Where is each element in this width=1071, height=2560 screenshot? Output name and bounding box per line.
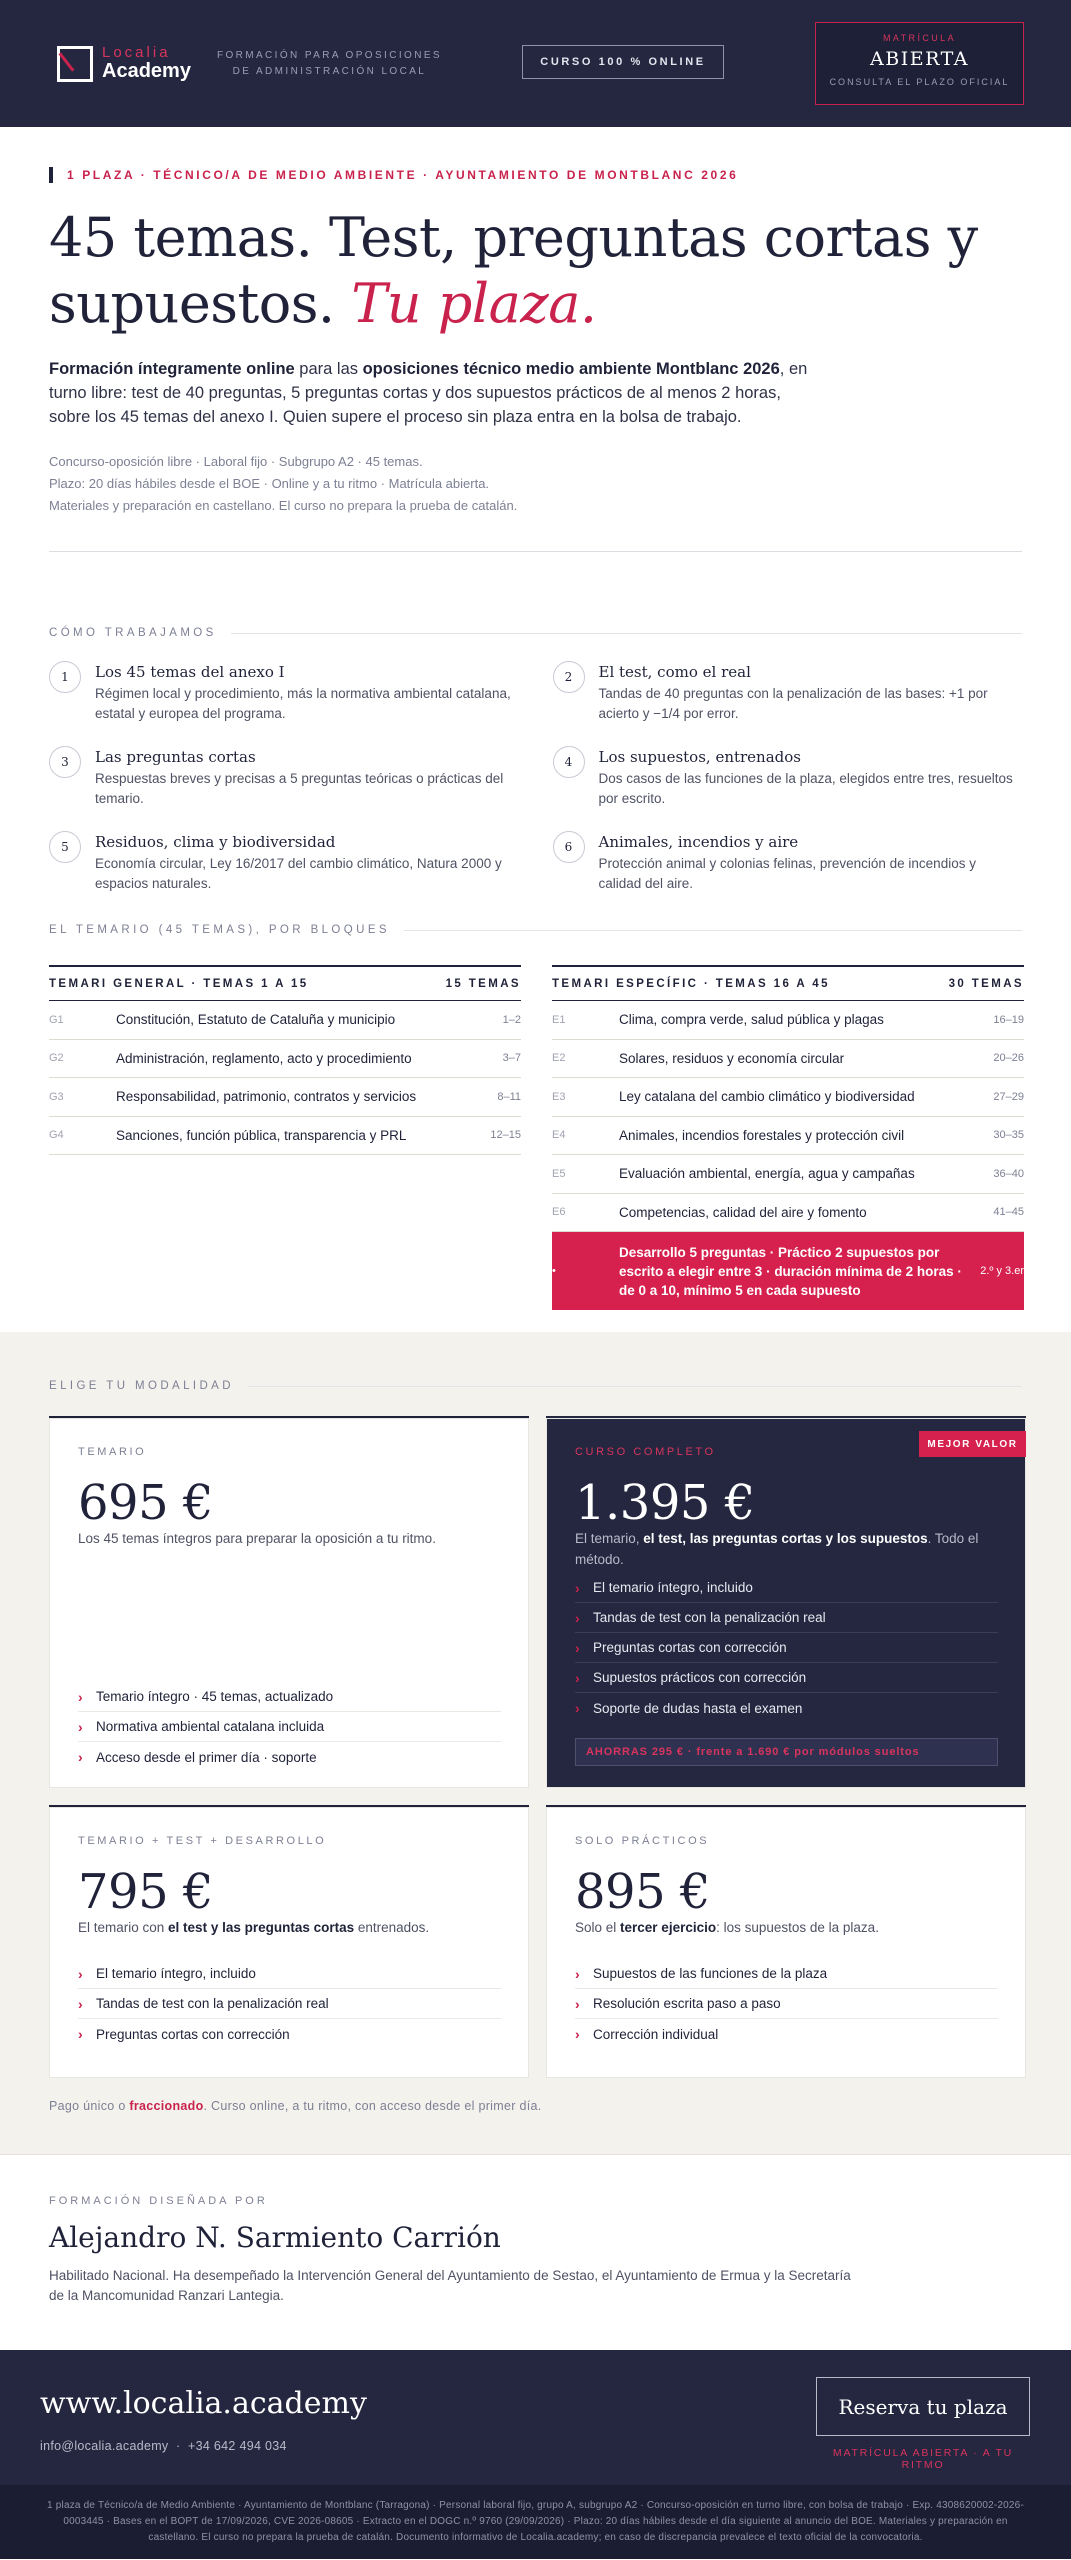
desc-text: . Todo el método.: [575, 1531, 979, 1567]
chevron-right-icon: ›: [78, 2026, 83, 2042]
pricing-card-practicos[interactable]: [546, 1805, 1026, 2078]
how-label: [49, 627, 1022, 639]
row-title: Administración, reglamento, acto y procedimiento: [116, 1050, 412, 1066]
lead-text-1: para las: [294, 360, 363, 378]
table-row: [49, 1078, 521, 1117]
hero-meta: [49, 451, 1022, 517]
chevron-right-icon: ›: [78, 1688, 83, 1705]
feature-item: [78, 1959, 501, 1989]
step-number: 3: [49, 746, 81, 778]
row-range: 16–19: [993, 1013, 1024, 1026]
card-label: TEMARIO + TEST + DESARROLLO: [78, 1835, 327, 1847]
card-price: 695 €: [78, 1475, 213, 1531]
author-name: Alejandro N. Sarmiento Carrión: [49, 2221, 501, 2254]
chevron-right-icon: ›: [78, 1995, 83, 2012]
row-code: G3: [49, 1090, 64, 1103]
pricing-card-completo[interactable]: [546, 1416, 1026, 1788]
meta-line-2: Plazo: 20 días hábiles desde el BOE · Online y a tu ritmo · Matrícula abierta.: [49, 476, 490, 491]
row-title: Desarrollo 5 preguntas · Práctico 2 supuestos por escrito a elegir entre 3 · duración mínima de 2 horas · de 0 a 10, mínimo 5 en cada supuesto: [619, 1244, 962, 1298]
feature-text: Acceso desde el primer día · soporte: [96, 1749, 317, 1765]
logo-top-text: Localia: [102, 44, 171, 62]
row-code: E4: [552, 1129, 566, 1142]
temario-general-table: [49, 965, 521, 1310]
chevron-right-icon: ›: [575, 2026, 580, 2042]
feature-item: [78, 1712, 501, 1742]
desc-text: El temario con: [78, 1920, 169, 1935]
row-title: Clima, compra verde, salud pública y plagas: [619, 1012, 884, 1028]
card-price: 895 €: [575, 1864, 710, 1920]
step-title: Las preguntas cortas: [95, 748, 256, 766]
card-features: [78, 1682, 501, 1772]
step-item: [553, 748, 1023, 809]
card-description: [78, 1917, 501, 1938]
temario-section: [0, 894, 1071, 1310]
row-code: G4: [49, 1129, 64, 1142]
author-label: FORMACIÓN DISEÑADA POR: [49, 2195, 268, 2207]
step-title: Los supuestos, entrenados: [598, 748, 801, 766]
feature-text: Preguntas cortas con corrección: [96, 2026, 290, 2042]
feature-text: Soporte de dudas hasta el examen: [593, 1700, 803, 1716]
desc-text: Solo el: [575, 1920, 621, 1935]
row-code: G2: [49, 1052, 64, 1065]
step-item: [553, 663, 1023, 724]
reserve-button[interactable]: Reserva tu plaza: [816, 2377, 1030, 2436]
modalidad-label: [49, 1380, 1022, 1392]
row-title: Responsabilidad, patrimonio, contratos y servicios: [116, 1089, 417, 1105]
card-label: CURSO COMPLETO: [575, 1446, 716, 1458]
step-number: 4: [553, 746, 585, 778]
table-header: [552, 965, 1024, 1001]
header-tagline: [217, 48, 442, 80]
table-row: [49, 1117, 521, 1156]
feature-text: El temario íntegro, incluido: [96, 1966, 256, 1981]
logo-bottom-text: Academy: [102, 59, 191, 82]
feature-text: Corrección individual: [593, 2026, 719, 2042]
matricula-box: [815, 22, 1024, 105]
row-code: E6: [552, 1206, 566, 1219]
feature-item: [575, 2019, 998, 2049]
feature-item: [575, 1573, 998, 1603]
feature-text: Tandas de test con la penalización real: [96, 1996, 329, 2011]
step-number: 1: [49, 661, 81, 693]
steps-grid: [49, 663, 1022, 894]
how-label-text: CÓMO TRABAJAMOS: [49, 627, 217, 639]
card-description: Los 45 temas íntegros para preparar la oposición a tu ritmo.: [78, 1531, 436, 1546]
matricula-note: CONSULTA EL PLAZO OFICIAL: [829, 77, 1010, 87]
desc-bold: tercer ejercicio: [620, 1920, 717, 1935]
row-title: Ley catalana del cambio climático y biodiversidad: [619, 1089, 915, 1105]
row-range: 1–2: [502, 1013, 521, 1026]
chevron-right-icon: ›: [78, 1749, 83, 1765]
chevron-right-icon: ›: [575, 1639, 580, 1656]
table-row: [552, 1040, 1024, 1079]
feature-text: Tandas de test con la penalización real: [593, 1610, 826, 1625]
tagline-line-2: DE ADMINISTRACIÓN LOCAL: [232, 65, 427, 77]
label-line: [404, 930, 1022, 931]
step-text: Dos casos de las funciones de la plaza, elegidos entre tres, resueltos por escrito.: [598, 771, 1013, 806]
author-section: [0, 2154, 1071, 2350]
matricula-label: MATRÍCULA: [883, 33, 956, 43]
title-line-2: supuestos.: [49, 272, 335, 335]
hero-lead: [49, 357, 809, 429]
row-code: •: [552, 1265, 556, 1277]
desc-bold: el test y las preguntas cortas: [168, 1920, 355, 1935]
row-range: 12–15: [490, 1129, 521, 1142]
pricing-card-temario-test[interactable]: [49, 1805, 529, 2078]
step-number: 5: [49, 831, 81, 863]
step-text: Protección animal y colonias felinas, prevención de incendios y calidad del aire.: [598, 856, 976, 891]
author-bio: Habilitado Nacional. Ha desempeñado la Intervención General del Ayuntamiento de Sestao, el Ayuntamiento de Ermua y la Secretaría de la Mancomunidad Ranzari Lantegia.: [49, 2268, 851, 2303]
brand-logo[interactable]: [57, 45, 191, 82]
footer-contact: info@localia.academy · +34 642 494 034: [40, 2439, 287, 2453]
matricula-status: ABIERTA: [870, 48, 969, 70]
row-code: G1: [49, 1013, 64, 1026]
temario-especifico-table: [552, 965, 1024, 1310]
row-range: 36–40: [993, 1167, 1024, 1180]
card-label: TEMARIO: [78, 1446, 147, 1458]
chevron-right-icon: ›: [575, 1995, 580, 2012]
table-row: [552, 1001, 1024, 1040]
feature-text: El temario íntegro, incluido: [593, 1580, 753, 1595]
feature-item: [575, 1603, 998, 1633]
row-title: Evaluación ambiental, energía, agua y campañas: [619, 1166, 915, 1182]
feature-item: [78, 1682, 501, 1712]
online-badge: CURSO 100 % ONLINE: [522, 45, 724, 79]
chevron-right-icon: ›: [78, 1718, 83, 1735]
feature-text: Supuestos de las funciones de la plaza: [593, 1966, 828, 1981]
pricing-card-temario[interactable]: [49, 1416, 529, 1788]
eyebrow-bar: [49, 167, 53, 183]
card-price: 795 €: [78, 1864, 213, 1920]
feature-item: [78, 1989, 501, 2019]
row-title: Animales, incendios forestales y protección civil: [619, 1127, 905, 1143]
feature-item: [78, 2019, 501, 2049]
row-range: 3–7: [502, 1052, 521, 1065]
table-row: [49, 1001, 521, 1040]
lead-bold-1: Formación íntegramente online: [49, 360, 295, 378]
feature-item: [575, 1989, 998, 2019]
card-features: [575, 1573, 998, 1723]
step-title: Animales, incendios y aire: [598, 833, 799, 851]
row-title: Sanciones, función pública, transparencia y PRL: [116, 1127, 407, 1143]
table-row: [552, 1194, 1024, 1233]
label-line: [248, 1386, 1022, 1387]
feature-text: Preguntas cortas con corrección: [593, 1640, 787, 1655]
title-line-1: 45 temas. Test, preguntas cortas y: [49, 206, 978, 269]
step-text: Economía circular, Ley 16/2017 del cambio climático, Natura 2000 y espacios naturales.: [95, 856, 502, 891]
row-range: 27–29: [993, 1090, 1024, 1103]
card-label: SOLO PRÁCTICOS: [575, 1835, 710, 1847]
desc-text: entrenados.: [354, 1920, 430, 1935]
logo-icon: [57, 46, 93, 82]
card-description: [575, 1528, 998, 1570]
pay-link[interactable]: fraccionado: [129, 2099, 204, 2113]
meta-line-1: Concurso-oposición libre · Laboral fijo · Subgrupo A2 · 45 temas.: [49, 454, 423, 469]
how-section: [0, 552, 1071, 894]
step-number: 6: [553, 831, 585, 863]
feature-text: Temario íntegro · 45 temas, actualizado: [96, 1689, 334, 1704]
card-description: [575, 1917, 998, 1938]
row-range: 2.º y 3.er: [980, 1265, 1024, 1277]
footer-phone[interactable]: +34 642 494 034: [188, 2439, 287, 2453]
feature-item: [575, 1959, 998, 1989]
eyebrow-text: 1 PLAZA · TÉCNICO/A DE MEDIO AMBIENTE · AYUNTAMIENTO DE MONTBLANC 2026: [67, 168, 739, 182]
chevron-right-icon: ›: [575, 1965, 580, 1982]
lead-bold-2: oposiciones técnico medio ambiente Montblanc 2026: [362, 360, 780, 378]
row-title: Solares, residuos y economía circular: [619, 1050, 845, 1066]
card-price: 1.395 €: [575, 1475, 755, 1531]
payment-note: [49, 2099, 1022, 2113]
row-title: Competencias, calidad del aire y fomento: [619, 1204, 867, 1220]
exam-highlight-row: [552, 1232, 1024, 1310]
temario-tables: [49, 965, 1022, 1310]
step-item: [49, 748, 519, 809]
desc-text: : los supuestos de la plaza.: [716, 1920, 879, 1935]
table-row: [552, 1078, 1024, 1117]
cta-note: MATRÍCULA ABIERTA · A TU RITMO: [832, 2447, 1014, 2471]
step-item: [49, 663, 519, 724]
table-header: [49, 965, 521, 1001]
hero-section: [0, 127, 1071, 552]
savings-note: AHORRAS 295 € · frente a 1.690 € por módulos sueltos: [575, 1738, 998, 1766]
label-line: [231, 633, 1022, 634]
row-code: E3: [552, 1090, 566, 1103]
table-count: 30 TEMAS: [948, 977, 1024, 990]
step-text: Tandas de 40 preguntas con la penalización de las bases: +1 por acierto y −1/4 por error.: [598, 686, 988, 721]
row-range: 30–35: [993, 1129, 1024, 1142]
feature-text: Resolución escrita paso a paso: [593, 1996, 781, 2011]
footer-email[interactable]: info@localia.academy: [40, 2439, 169, 2453]
step-title: El test, como el real: [598, 663, 751, 681]
lead-text-2: , en turno libre: test de 40 preguntas, 5 preguntas cortas y dos supuestos prácticos de al menos 2 horas, sobre los 45 temas del anexo I. Quien supere el proceso sin plaza entra en la bolsa de trabajo.: [49, 360, 808, 426]
pay-text: . Curso online, a tu ritmo, con acceso desde el primer día.: [203, 2099, 542, 2113]
table-row: [552, 1117, 1024, 1156]
title-accent: Tu plaza.: [351, 272, 597, 335]
modalidad-section: [0, 1332, 1071, 2154]
feature-item: [575, 1633, 998, 1663]
row-range: 20–26: [993, 1052, 1024, 1065]
best-value-badge: MEJOR VALOR: [919, 1431, 1026, 1457]
desc-bold: el test, las preguntas cortas y los supuestos: [643, 1531, 928, 1546]
legal-notice: 1 plaza de Técnico/a de Medio Ambiente · Ayuntamiento de Montblanc (Tarragona) · Personal laboral fijo, grupo A, subgrupo A2 · Concurso-oposición en turno libre, con bolsa de trabajo · Exp. 4308620002-2026-0003445 · Bases en el BOPT de 17/09/2026, CVE 2026-08605 · Extracto en el DOGC n.º 9760 (29/09/2026) · Plazo: 20 días hábiles desde el día siguiente al anuncio del BOE. Materiales y preparación en castellano. El curso no prepara la prueba de catalán. Documento informativo de Localia.academy; en caso de discrepancia prevalece el texto oficial de la convocatoria.: [0, 2485, 1071, 2559]
step-item: [49, 833, 519, 894]
meta-line-3: Materiales y preparación en castellano. El curso no prepara la prueba de catalán.: [49, 498, 518, 513]
card-features: [575, 1959, 998, 2049]
table-title: TEMARI ESPECÍFIC · TEMAS 16 A 45: [552, 977, 830, 990]
temario-label-text: EL TEMARIO (45 TEMAS), POR BLOQUES: [49, 924, 390, 936]
site-header: [0, 0, 1071, 127]
row-range: 41–45: [993, 1206, 1024, 1219]
row-code: E1: [552, 1013, 566, 1026]
table-count: 15 TEMAS: [445, 977, 521, 990]
chevron-right-icon: ›: [575, 1579, 580, 1596]
row-code: E5: [552, 1167, 566, 1180]
table-title: TEMARI GENERAL · TEMAS 1 A 15: [49, 977, 309, 990]
step-number: 2: [553, 661, 585, 693]
feature-item: [78, 1742, 501, 1772]
site-footer: [0, 2350, 1071, 2485]
row-range: 8–11: [497, 1090, 521, 1103]
table-row: [49, 1040, 521, 1079]
modalidad-label-text: ELIGE TU MODALIDAD: [49, 1380, 234, 1392]
page-title: [49, 205, 1022, 337]
pricing-cards: [49, 1416, 1022, 2078]
chevron-right-icon: ›: [575, 1669, 580, 1686]
feature-text: Supuestos prácticos con corrección: [593, 1670, 807, 1685]
step-item: [553, 833, 1023, 894]
tagline-line-1: FORMACIÓN PARA OPOSICIONES: [216, 49, 442, 61]
table-row: [552, 1155, 1024, 1194]
chevron-right-icon: ›: [575, 1700, 580, 1716]
feature-item: [575, 1693, 998, 1723]
chevron-right-icon: ›: [78, 1965, 83, 1982]
row-code: E2: [552, 1052, 566, 1065]
desc-text: El temario,: [575, 1531, 644, 1546]
chevron-right-icon: ›: [575, 1609, 580, 1626]
feature-item: [575, 1663, 998, 1693]
card-features: [78, 1959, 501, 2049]
step-title: Los 45 temas del anexo I: [95, 663, 285, 681]
step-text: Régimen local y procedimiento, más la normativa ambiental catalana, estatal y europea del programa.: [95, 686, 511, 721]
row-title: Constitución, Estatuto de Cataluña y municipio: [116, 1012, 396, 1028]
step-text: Respuestas breves y precisas a 5 preguntas teóricas o prácticas del temario.: [95, 771, 504, 806]
hero-eyebrow: [49, 167, 1022, 183]
feature-text: Normativa ambiental catalana incluida: [96, 1719, 325, 1734]
footer-site-link[interactable]: www.localia.academy: [40, 2386, 367, 2421]
temario-label: [49, 924, 1022, 936]
step-title: Residuos, clima y biodiversidad: [95, 833, 336, 851]
pay-text: Pago único o: [49, 2099, 130, 2113]
